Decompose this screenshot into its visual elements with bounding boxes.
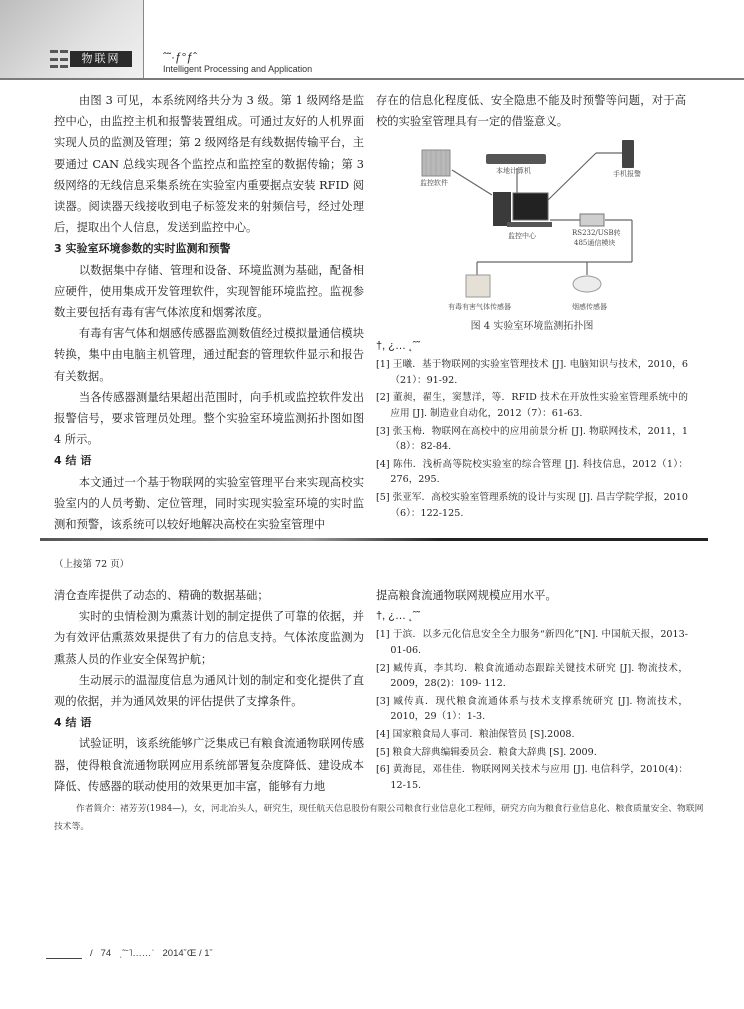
right-top-column: [376, 90, 686, 132]
footer-rule: [46, 950, 82, 959]
smoke-sensor-icon: [573, 276, 601, 292]
author-bio: 作者简介：褚芳芳(1984—)，女，河北冶头人，研究生，现任航天信息股份有限公司粮食行业信息化工程师，研究方向为粮食行业信息化、粮食质量安全、物联网技术等。: [54, 804, 704, 832]
phone-icon: [622, 140, 634, 168]
label-module-2: 485通信模块: [574, 239, 616, 247]
label-smoke: 烟感传感器: [572, 303, 607, 311]
topology-figure: [400, 140, 680, 325]
section-symbol: ˆ˜·ƒ°ƒˆ: [163, 50, 198, 64]
reference-item: [4] 国家粮食局人事司．粮油保管员 [S].2008.: [376, 728, 575, 740]
paragraph: 当各传感器测量结果超出范围时，向手机或监控软件发出报警信号，要求管理员处理。整个实验室环境监测拓扑图如图 4 所示。: [54, 390, 364, 447]
header-divider: [143, 0, 144, 80]
logo-mini-text: [50, 50, 58, 68]
reference-item: [6] 黄海昆，邓佳佳．物联网网关技术与应用 [J]. 电信科学，2010(4)：12-15.: [376, 764, 688, 791]
monitor-icon: [513, 193, 548, 220]
reference-item: [3] 臧传真．现代粮食流通体系与技术支撑系统研究 [J]. 物流技术，2010，29（1）：1-3.: [376, 695, 688, 723]
gas-sensor-icon: [466, 275, 490, 297]
label-module-1: RS232/USB转: [572, 229, 621, 237]
journal-name: ˌ˜ˉ˥……ˈ: [119, 948, 155, 959]
references-heading: †, ¿… ˛ˆ˜: [376, 340, 420, 352]
references-heading: †, ¿… ˛ˆ˜: [376, 610, 420, 623]
reference-item: [2] 董昶，翟生，窦慧洋，等．RFID 技术在开放性实验室管理系统中的应用 [J]. 制造业自动化，2012（7）：61-63.: [376, 392, 688, 419]
section-heading: 3 实验室环境参数的实时监测和预警: [54, 242, 231, 256]
continued-note: （上接第 72 页）: [54, 559, 130, 570]
article-divider: [40, 538, 708, 541]
section-heading: 4 结 语: [54, 716, 92, 730]
keyboard-icon: [507, 222, 552, 227]
logo-mini-text: [60, 50, 68, 68]
paragraph: 实时的虫情检测为熏蒸计划的制定提供了可靠的依据，并为有效评估熏蒸效果提供了有力的信息支持。气体浓度监测为熏蒸人员的作业安全保驾护航；: [54, 610, 364, 666]
references-top: [376, 336, 688, 523]
left-top-column: [54, 90, 364, 535]
right-bottom-column: [376, 585, 688, 795]
reference-item: [1] 于滨．以多元化信息安全全力服务“新四化”[N]. 中国航天报，2013-01-06.: [376, 629, 688, 656]
figure-caption: 图 4 实验室环境监测拓扑图: [470, 321, 594, 332]
label-center: 监控中心: [508, 232, 536, 240]
left-bottom-column: [54, 585, 364, 797]
paragraph: 有毒有害气体和烟感传感器监测数值经过模拟量通信模块转换，集中由电脑主机管理，通过配套的管理软件显示和报告有关数据。: [54, 327, 364, 383]
header-rule: [0, 78, 744, 80]
label-software: 监控软件: [420, 179, 448, 187]
reference-item: [5] 张亚军．高校实验室管理系统的设计与实现 [J]. 昌吉学院学报，2010（6）：122-125.: [376, 491, 688, 519]
paragraph: 本文通过一个基于物联网的实验室管理平台来实现高校实验室内的人员考勤、定位管理，同时实现实验室环境的实时监测和预警，该系统可以较好地解决高校在实验室管理中: [54, 475, 364, 532]
section-title: Intelligent Processing and Application: [163, 64, 313, 74]
pc-tower-icon: [493, 192, 511, 226]
link-software-center: [452, 170, 492, 195]
label-gas: 有毒有害气体传感器: [448, 303, 511, 311]
paragraph: 存在的信息化程度低、安全隐患不能及时预警等问题，对于高校的实验室管理具有一定的借鉴意义。: [376, 94, 686, 129]
paragraph: 试验证明，该系统能够广泛集成已有粮食流通物联网传感器，使得粮食流通物联网应用系统部署复杂度降低、建设成本降低、传感器的联动使用的效果更加丰富，能够有力地: [54, 737, 364, 793]
reference-item: [5] 粮食大辞典编辑委员会．粮食大辞典 [S]. 2009.: [376, 746, 597, 758]
link-center-phone: [548, 153, 596, 200]
reference-item: [4] 陈伟．浅析高等院校实验室的综合管理 [J]. 科技信息，2012（1）：276，295.: [376, 458, 688, 486]
reference-item: [3] 张玉梅．物联网在高校中的应用前景分析 [J]. 物联网技术，2011，1（8）：82-84.: [376, 425, 688, 453]
journal-logo: [50, 50, 132, 68]
paragraph: 提高粮食流通物联网规模应用水平。: [376, 589, 557, 602]
paragraph: 以数据集中存储、管理和设备、环境监测为基础，配备相应硬件，使用集成开发管理软件，实现智能环境监控。监视参数主要包括有毒有害气体浓度和烟雾浓度。: [54, 263, 364, 320]
paragraph: 由图 3 可见，本系统网络共分为 3 级。第 1 级网络是监控中心，由监控主机和报警装置组成。可通过友好的人机界面实现人员的监测及管理；第 2 级网络是有线数据传输平台，主要通过 CAN 总线实现各个监控点和监控室的数据传输；第 3 级网络的无线信息采集系统在实验室内重要据点安装 RFID 阅读器。阅读器天线接收到电子标签发来的射频信号，经过处理后，提取出个人信息，发送到监控中心。: [54, 94, 364, 235]
reference-item: [1] 王曦．基于物联网的实验室管理技术 [J]. 电脑知识与技术，2010，6（21）：91-92.: [376, 359, 688, 386]
footer-slash: /: [90, 948, 93, 959]
page-number: 74: [100, 948, 112, 959]
section-heading: 4 结 语: [54, 454, 92, 468]
label-phone: 手机报警: [613, 170, 641, 178]
paragraph: 清仓查库提供了动态的、精确的数据基础；: [54, 589, 269, 602]
comm-module-icon: [580, 214, 604, 226]
local-computer-icon: [486, 154, 546, 164]
issue-info: 2014ˇŒ / 1ˇ: [162, 948, 213, 959]
reference-item: [2] 臧传真，李其均．粮食流通动态跟踪关键技术研究 [J]. 物流技术，2009，28(2)：109- 112.: [376, 662, 688, 690]
label-local-pc: 本地计算机: [496, 167, 531, 175]
topology-diagram: [400, 140, 680, 325]
paragraph: 生动展示的温湿度信息为通风计划的制定和变化提供了直观的依据，并为通风效果的评估提供了支撑条件。: [54, 673, 364, 709]
page-footer: [46, 948, 213, 959]
logo-mark: 物联网: [70, 51, 132, 67]
